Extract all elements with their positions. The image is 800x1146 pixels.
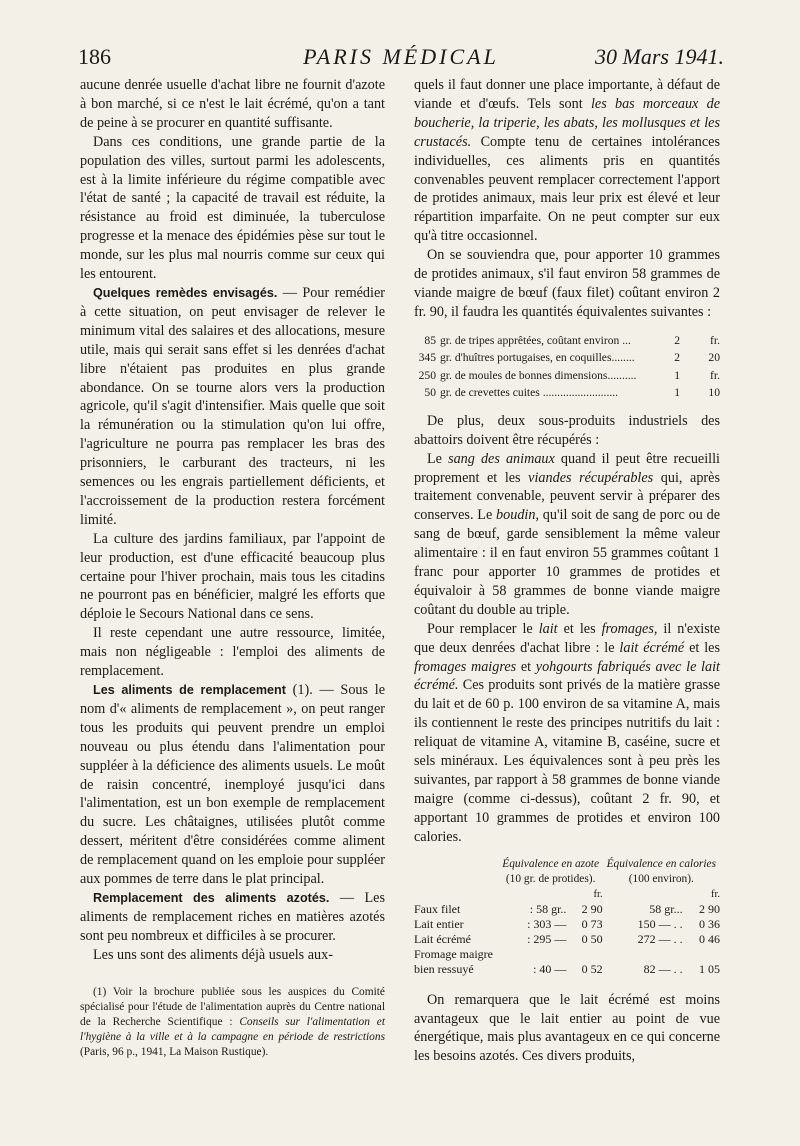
azote-quantity-cell: : 40 — (533, 961, 567, 976)
footnote-text: (1) Voir la brochure publiée sous les auspices du Comité spécialisé pour l'étude de l'alimentation auprès du Centre national de la Recherche Scientifique : (80, 985, 385, 1028)
paragraph-text: quels il faut donner une place importante, à défaut de viande et d'œufs. Tels sont (414, 77, 720, 112)
price-francs-cell: 1 (674, 368, 680, 382)
calorie-price-cell: 2 90 (699, 901, 720, 916)
paragraph (80, 889, 385, 946)
paragraph-italic: les bas morceaux de boucherie, la triperie, les abats, les mollusques et les crustacés. (414, 95, 720, 150)
calorie-price-cell: 0 36 (699, 916, 720, 931)
azote-price-cell: 0 50 (581, 931, 603, 946)
azote-quantity-cell: : 58 gr.. (529, 901, 567, 916)
azote-price-cell: 0 52 (581, 961, 603, 976)
table-header-azote: Équivalence en azote (502, 857, 600, 870)
paragraph-text: et les (557, 620, 602, 637)
azote-price-cell: 0 73 (581, 916, 603, 931)
paragraph: Il reste cependant une autre ressource, limitée, mais non négligeable : l'emploi des aliments de remplacement. (80, 625, 385, 680)
paragraph (80, 681, 385, 889)
paragraph-text: et les (684, 639, 720, 656)
table-row (414, 332, 720, 350)
item-cell: gr. d'huîtres portugaises, en coquilles........ (440, 351, 635, 365)
footnote-title: Conseils sur l'alimentation et l'hygiène à la ville et à la campagne en période de restrictions (80, 1016, 385, 1044)
right-column (414, 76, 720, 1066)
quantity-cell: 50 (424, 386, 436, 400)
food-name-cell: Lait entier (414, 916, 464, 931)
paragraph (80, 284, 385, 530)
paragraph-italic: lait écrémé (619, 639, 685, 656)
food-name-cell: bien ressuyé (414, 961, 474, 976)
paragraph (414, 620, 720, 847)
price-cents-cell: fr. (710, 368, 720, 382)
azote-quantity-cell (499, 947, 567, 962)
table-row (414, 384, 720, 402)
paragraph-italic: sang des animaux (448, 450, 555, 467)
quantity-cell: 345 (418, 351, 436, 365)
section-heading: Quelques remèdes envisagés. (93, 285, 278, 300)
paragraph: On remarquera que le lait écrémé est moins avantageux que le lait entier au point de vue énergétique, mais plus avantageux en ce qui concerne les besoins azotés. Ces divers produits, (414, 991, 720, 1065)
calorie-price-cell (683, 947, 720, 962)
equivalence-comparison-table (414, 857, 720, 977)
equivalence-table (414, 332, 720, 402)
paragraph-text: — Pour remédier à cette situation, on peut envisager de relever le minimum vital des salaires et des allocations, mesure utile, mais qui serait sans effet si les denrées d'achat libre n'étaient pas produites en plus grande abondance. On se tourne alors vers la production agricole, qu'il s'agit d'intensifier. Mais quelle que soit la rémunération ou la stimulation qu'on lui offre, l'agriculture ne pourra pas remplacer les bras des prisonniers, le carburant des tracteurs, ni les semences ou les engrais partiellement déficients, et l'accroissement de la production restera forcément limité. (80, 284, 385, 528)
calorie-price-cell: 0 46 (699, 931, 720, 946)
paragraph-text: et (516, 658, 536, 675)
footnote-text: (Paris, 96 p., 1941, La Maison Rustique). (80, 1046, 269, 1059)
running-head: PARIS MÉDICAL (303, 44, 499, 69)
paragraph-text: , il n'existe que deux denrées d'achat libre : le (414, 620, 721, 656)
calorie-quantity-cell: 82 — . . (643, 961, 683, 976)
left-column (80, 76, 385, 1061)
currency-label: fr. (710, 888, 720, 900)
azote-price-cell: 2 90 (581, 901, 603, 916)
paragraph-text: , qu'il soit de sang de porc ou de sang de bœuf, garde sensiblement la même valeur alimentaire : il en faut environ 55 grammes coûtant 1 franc pour apporter 10 grammes de protides et équivaloir à 58 grammes de bonne viande maigre coûtant du double au triple. (414, 507, 721, 618)
paragraph-text: Pour remplacer le (427, 620, 539, 637)
paragraph-text: Ces produits sont privés de la matière grasse du lait et de 60 p. 100 environ de sa vitamine A, mais ils contiennent le reste des principes nutritifs du lait : reliquat de vitamine A, vitamine B, caséine, sucre et sels minéraux. Les équivalences sont à peu près les suivantes, par rapport à 58 grammes de bonne viande maigre (comme ci-dessus), coûtant 2 fr. 90, et apportant 10 grammes de protides et environ 100 calories. (414, 677, 720, 845)
paragraph: Dans ces conditions, une grande partie de la population des villes, surtout parmi les adolescents, est à la limite inférieure du régime compatible avec l'état de santé ; la capacité de travail est réduite, la résistance au froid est diminuée, la tuberculose progresse et la menace des épidémies pèse sur tout le monde, sur les plus mal nourris comme sur ceux qui les entourent. (80, 133, 385, 283)
table-row (414, 962, 720, 977)
price-cents-cell: 20 (708, 351, 720, 365)
footnote (80, 985, 385, 1061)
price-francs-cell: 2 (674, 351, 680, 365)
calorie-quantity-cell (603, 947, 683, 962)
paragraph-italic: fromages maigres (414, 658, 517, 675)
table-corner (414, 872, 499, 887)
price-cents-cell: 10 (708, 386, 720, 400)
paragraph-text: Le (427, 450, 449, 467)
azote-price-cell (566, 947, 602, 962)
paragraph: aucune denrée usuelle d'achat libre ne fournit d'azote à bon marché, si ce n'est le lait écrémé, qu'on a tant de peine à se procurer en quantité suffisante. (80, 77, 385, 131)
paragraph-italic: viandes récupérables (528, 469, 654, 486)
price-francs-cell: 2 (674, 333, 680, 347)
table-row (414, 917, 720, 932)
paragraph-text: (1). — Sous le nom d'« aliments de remplacement », on peut ranger tous les produits qui peuvent prendre un emploi nouveau ou plus étendu dans l'alimentation pour suppléer à la déficience des aliments usuels. Le moût de raisin concentré, inemployé jusqu'ici dans l'alimentation, est un bon exemple de remplacement du sucre. Les châtaignes, utilisées plutôt comme dessert, méritent d'être considérées comme aliment de remplacement quand on les emploie pour suppléer aux pommes de terre dans le plat principal. (80, 682, 385, 888)
quantity-cell: 250 (418, 368, 436, 382)
table-row (414, 902, 720, 917)
item-cell: gr. de crevettes cuites .......................... (440, 386, 619, 400)
paragraph: De plus, deux sous-produits industriels des abattoirs doivent être récupérés : (414, 412, 720, 448)
paragraph-text: Compte tenu de certaines intolérances individuelles, ces aliments pris en quantités convenables peuvent remplacer correctement l'apport de protides animaux, mais leur prix est élevé et leur répartition imparfaite. On ne peut compter sur eux qu'à titre occasionnel. (414, 133, 720, 245)
table-corner (414, 887, 499, 902)
food-name-cell: Lait écrémé (414, 931, 471, 946)
issue-date: 30 Mars 1941. (595, 44, 724, 69)
item-cell: gr. de tripes apprêtées, coûtant environ ... (440, 333, 631, 347)
table-row (414, 349, 720, 367)
table-row (414, 367, 720, 385)
price-francs-cell: 1 (674, 386, 680, 400)
paragraph-text: quand il peut être recueilli proprement et les (414, 450, 720, 486)
page-number: 186 (78, 44, 111, 69)
table-corner (414, 857, 499, 872)
section-heading: Les aliments de remplacement (93, 683, 286, 697)
paragraph-italic: yohgourts fabriqués avec le lait écrémé. (414, 658, 720, 694)
calorie-price-cell: 1 05 (699, 961, 720, 976)
azote-quantity-cell: : 295 — (527, 931, 567, 946)
table-spacer (603, 887, 683, 902)
table-header-calories: Équivalence en calories (606, 857, 716, 870)
table-row (414, 932, 720, 947)
section-heading: Remplacement des aliments azotés. (93, 890, 330, 905)
azote-quantity-cell: : 303 — (527, 916, 567, 931)
table-row (414, 947, 720, 962)
quantity-cell: 85 (424, 333, 436, 347)
paragraph (414, 450, 720, 620)
page-header (78, 44, 724, 74)
paragraph-text: qui, après traitement convenable, peuvent servir à préparer des conserves. Le (414, 469, 720, 524)
currency-label: fr. (593, 888, 603, 900)
calorie-quantity-cell: 150 — . . (637, 916, 683, 931)
paragraph-italic: boudin (496, 507, 536, 524)
paragraph-italic: fromages (601, 620, 654, 637)
food-name-cell: Fromage maigre (414, 946, 493, 961)
item-cell: gr. de moules de bonnes dimensions.......... (440, 368, 637, 382)
paragraph-text: — Les aliments de remplacement riches en matières azotés sont peu nombreux et difficiles à se procurer. (80, 889, 385, 944)
food-name-cell: Faux filet (414, 901, 461, 916)
table-subheader-calories: (100 environ). (628, 872, 694, 885)
paragraph: Les uns sont des aliments déjà usuels aux- (93, 946, 333, 963)
paragraph: La culture des jardins familiaux, par l'appoint de leur production, est d'une efficacité beaucoup plus certaine pour l'hiver prochain, mais tous les citadins ne pourront pas en bénéficier, malgré les efforts que déploie le Secours National dans ce sens. (80, 530, 385, 623)
table-subheader-azote: (10 gr. de protides). (505, 872, 596, 885)
calorie-quantity-cell: 272 — . . (637, 931, 683, 946)
table-spacer (499, 887, 567, 902)
calorie-quantity-cell: 58 gr... (649, 901, 683, 916)
paragraph-italic: lait (538, 620, 558, 637)
paragraph (414, 76, 720, 246)
paragraph: On se souviendra que, pour apporter 10 grammes de protides animaux, s'il faut environ 58 grammes de viande maigre de bœuf (faux filet) coûtant environ 2 fr. 90, il faudra les quantités équivalentes suivantes : (414, 247, 720, 320)
price-cents-cell: fr. (710, 333, 720, 347)
